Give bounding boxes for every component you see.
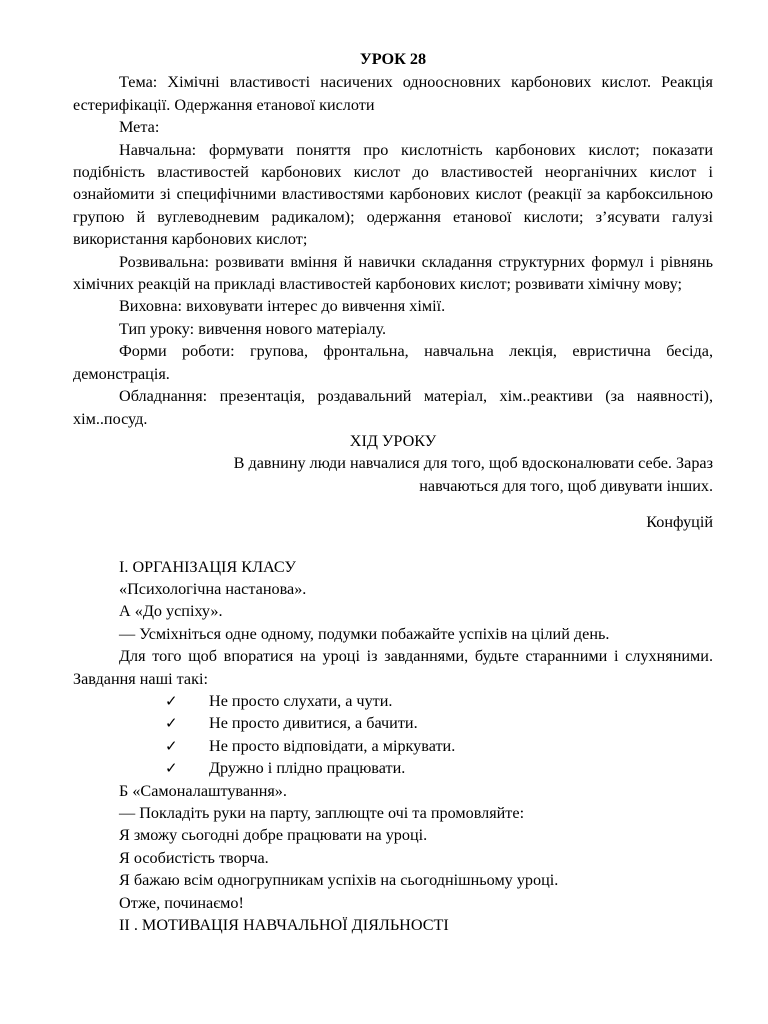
check-mark-icon: ✓ — [165, 736, 178, 755]
check-mark-icon: ✓ — [165, 714, 178, 733]
equipment: Обладнання: презентація, роздавальний матеріал, хім..реактиви (за наявності), хім..посуд. — [73, 387, 713, 428]
task-item — [73, 690, 713, 712]
task-item — [73, 735, 713, 757]
task-text: Не просто дивитися, а бачити. — [209, 714, 418, 733]
epigraph-line-1: В давнину люди навчалися для того, щоб вдосконалювати себе. Зараз — [233, 454, 713, 473]
course-title: ХІД УРОКУ — [349, 431, 437, 450]
epigraph-line-2: навчаються для того, щоб дивувати інших. — [419, 476, 713, 495]
affirmation-line: Я зможу сьогодні добре працювати на уроці. — [119, 826, 428, 845]
smile-instruction: — Усміхніться одне одному, подумки побажайте успіхів на цілий день. — [119, 624, 610, 643]
check-mark-icon: ✓ — [165, 691, 178, 710]
check-mark-icon: ✓ — [165, 759, 178, 778]
goal-educational: Навчальна: формувати поняття про кислотність карбонових кислот; показати подібність властивостей карбонових кислот до властивостей неорганічних кислот і ознайомити зі специфічними властивостями карбонових кислот (реакції за карбоксильною групою й вуглеводневим радикалом); одержання етанової кислоти; з’ясувати галузі використання карбонових кислот; — [73, 140, 713, 249]
task-item — [73, 712, 713, 734]
affirmation-line: Я особистість творча. — [119, 848, 269, 867]
part-b-heading: Б «Самоналаштування». — [119, 781, 287, 800]
affirmation-line: Я бажаю всім одногрупникам успіхів на сьогоднішньому уроці. — [119, 871, 559, 890]
affirmation-line: Отже, починаємо! — [119, 893, 244, 912]
task-item — [73, 757, 713, 779]
lesson-topic: Тема: Хімічні властивості насичених одноосновних карбонових кислот. Реакція естерифікації. Одержання етанової кислоти — [73, 73, 713, 114]
task-text: Не просто слухати, а чути. — [209, 691, 393, 710]
tasks-intro: Для того щоб впоратися на уроці із завданнями, будьте старанними і слухняними. Завдання наші такі: — [73, 647, 713, 688]
epigraph-author: Конфуцій — [646, 513, 713, 532]
lesson-type: Тип уроку: вивчення нового матеріалу. — [119, 319, 387, 338]
task-text: Дружно і плідно працювати. — [209, 759, 406, 778]
part-a-heading: А «До успіху». — [119, 602, 223, 621]
goal-label: Мета: — [119, 118, 160, 137]
work-forms: Форми роботи: групова, фронтальна, навчальна лекція, евристична бесіда, демонстрація. — [73, 342, 713, 383]
goal-developmental: Розвивальна: розвивати вміння й навички складання структурних формул і рівнянь хімічних реакцій на прикладі властивостей карбонових кислот; розвивати хімічну мову; — [73, 252, 713, 294]
section-1-subtitle: «Психологічна настанова». — [119, 579, 307, 598]
hands-instruction: — Покладіть руки на парту, заплющте очі та промовляйте: — [119, 804, 525, 822]
goal-upbringing: Виховна: виховувати інтерес до вивчення хімії. — [119, 297, 446, 316]
lesson-title: УРОК 28 — [359, 50, 427, 68]
section-2-title: ІІ . МОТИВАЦІЯ НАВЧАЛЬНОЇ ДІЯЛЬНОСТІ — [119, 916, 449, 935]
task-text: Не просто відповідати, а міркувати. — [209, 736, 456, 755]
section-1-title: І. ОРГАНІЗАЦІЯ КЛАСУ — [119, 557, 296, 576]
